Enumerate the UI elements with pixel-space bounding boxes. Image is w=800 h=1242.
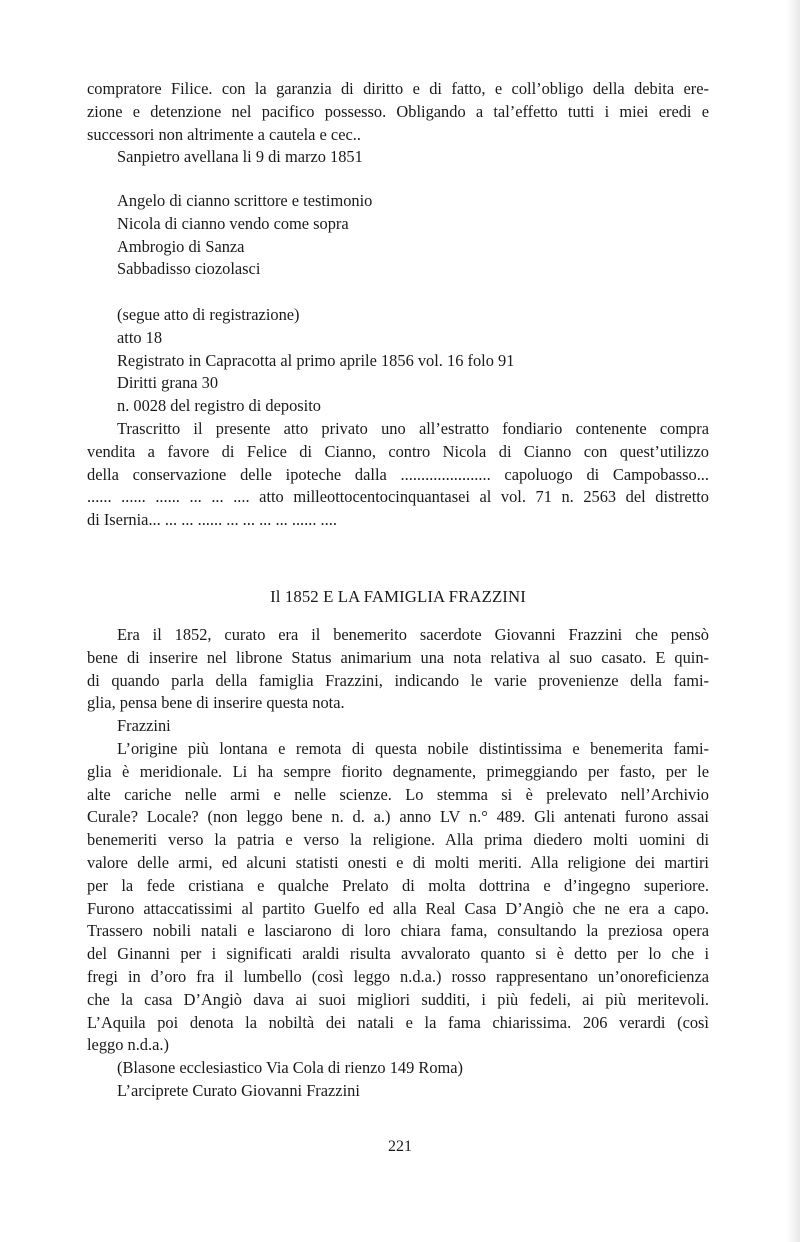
text-line: Trassero nobili natali e lasciarono di loro chiara fama, consultando la preziosa opera (87, 921, 709, 941)
deed-date-line: Sanpietro avellana li 9 di marzo 1851 (117, 147, 363, 167)
registration-line: atto 18 (117, 327, 163, 347)
text-line: glia è meridionale. Li ha sempre fiorito degnamente, primeggiando per fasto, per le (87, 761, 709, 781)
text-line: di quando parla della famiglia Frazzini, indicando le varie provenienze della fami- (87, 670, 709, 690)
signature-line: Nicola di cianno vendo come sopra (117, 213, 349, 233)
section-body (87, 624, 709, 1103)
transcription-line: ...... ...... ...... ... ... .... atto milleottocentocinquantasei al vol. 71 n. 2563 del distretto (87, 487, 709, 507)
text-line: bene di inserire nel librone Status animarium una nota relativa al suo casato. E quin- (87, 647, 709, 667)
text-line: per la fede cristiana e qualche Prelato di molta dottrina e d’ingegno superiore. (87, 875, 709, 895)
text-line: Curale? Locale? (non leggo bene n. d. a.) anno LV n.° 489. Gli antenati furono assai (87, 807, 709, 827)
deed-closing-paragraph (87, 78, 709, 169)
transcription-line: della conservazione delle ipoteche dalla ...................... capoluogo di Campobasso... (87, 464, 709, 484)
author-signature-line: L’arciprete Curato Giovanni Frazzini (117, 1080, 360, 1100)
text-line: valore delle armi, ed alcuni statisti onesti e di molti meriti. Alla religione dei martiri (87, 852, 709, 872)
text-line: che la casa D’Angiò dava ai suoi migliori sudditi, i più fedeli, ai più meritevoli. (87, 989, 709, 1009)
text-line: leggo n.d.a.) (87, 1035, 169, 1055)
family-name-line: Frazzini (117, 716, 171, 736)
text-line: fregi in d’oro fra il lumbello (così leggo n.d.a.) rosso rappresentano un’onoreficienza (87, 966, 709, 986)
text-line: glia, pensa bene di inserire questa nota. (87, 693, 345, 713)
signature-line: Ambrogio di Sanza (117, 236, 245, 256)
registration-line: n. 0028 del registro di deposito (117, 396, 321, 416)
transcription-line: Trascritto il presente atto privato uno all’estratto fondiario contenente compra (117, 418, 709, 438)
section-heading: Il 1852 E LA FAMIGLIA FRAZZINI (270, 587, 526, 606)
transcription-line: di Isernia... ... ... ...... ... ... ... ... ...... .... (87, 510, 337, 530)
text-line: L’Aquila poi denota la nobiltà dei natali e la fama chiarissima. 206 verardi (così (87, 1012, 709, 1032)
signature-line: Angelo di cianno scrittore e testimonio (117, 191, 373, 210)
registration-line: (segue atto di registrazione) (117, 305, 300, 324)
text-line: Era il 1852, curato era il benemerito sacerdote Giovanni Frazzini che pensò (117, 625, 709, 644)
transcription-line: vendita a favore di Felice di Cianno, contro Nicola di Cianno con quest’utilizzo (87, 441, 709, 461)
text-line: benemeriti verso la patria e verso la religione. Alla prima diedero molti uomini di (87, 830, 709, 850)
page-number: 221 (388, 1138, 412, 1155)
signature-line: Sabbadisso ciozolasci (117, 259, 261, 279)
text-line: alte cariche nelle armi e nelle scienze. Lo stemma si è prelevato nell’Archivio (87, 784, 709, 804)
text-line: del Ginanni per i significati araldi risulta avvalorato quanto si è detto per lo che i (87, 944, 709, 964)
text-line: L’origine più lontana e remota di questa nobile distintissima e benemerita fami- (117, 738, 709, 758)
text-line: compratore Filice. con la garanzia di diritto e di fatto, e coll’obligo della debita ere- (87, 79, 709, 98)
text-line: Furono attaccatissimi al partito Guelfo ed alla Real Casa D’Angiò che ne era a capo. (87, 898, 709, 918)
text-line: zione e detenzione nel pacifico possesso. Obligando a tal’effetto tutti i miei eredi e (87, 101, 709, 121)
registration-line: Registrato in Capracotta al primo aprile 1856 vol. 16 folo 91 (117, 350, 515, 370)
registration-block (87, 304, 709, 532)
blazon-source-line: (Blasone ecclesiastico Via Cola di rienzo 149 Roma) (117, 1058, 464, 1078)
signatures-block (87, 190, 709, 281)
page-edge-shadow (786, 0, 800, 1242)
text-line: successori non altrimente a cautela e cec.. (87, 124, 361, 144)
registration-line: Diritti grana 30 (117, 373, 219, 393)
